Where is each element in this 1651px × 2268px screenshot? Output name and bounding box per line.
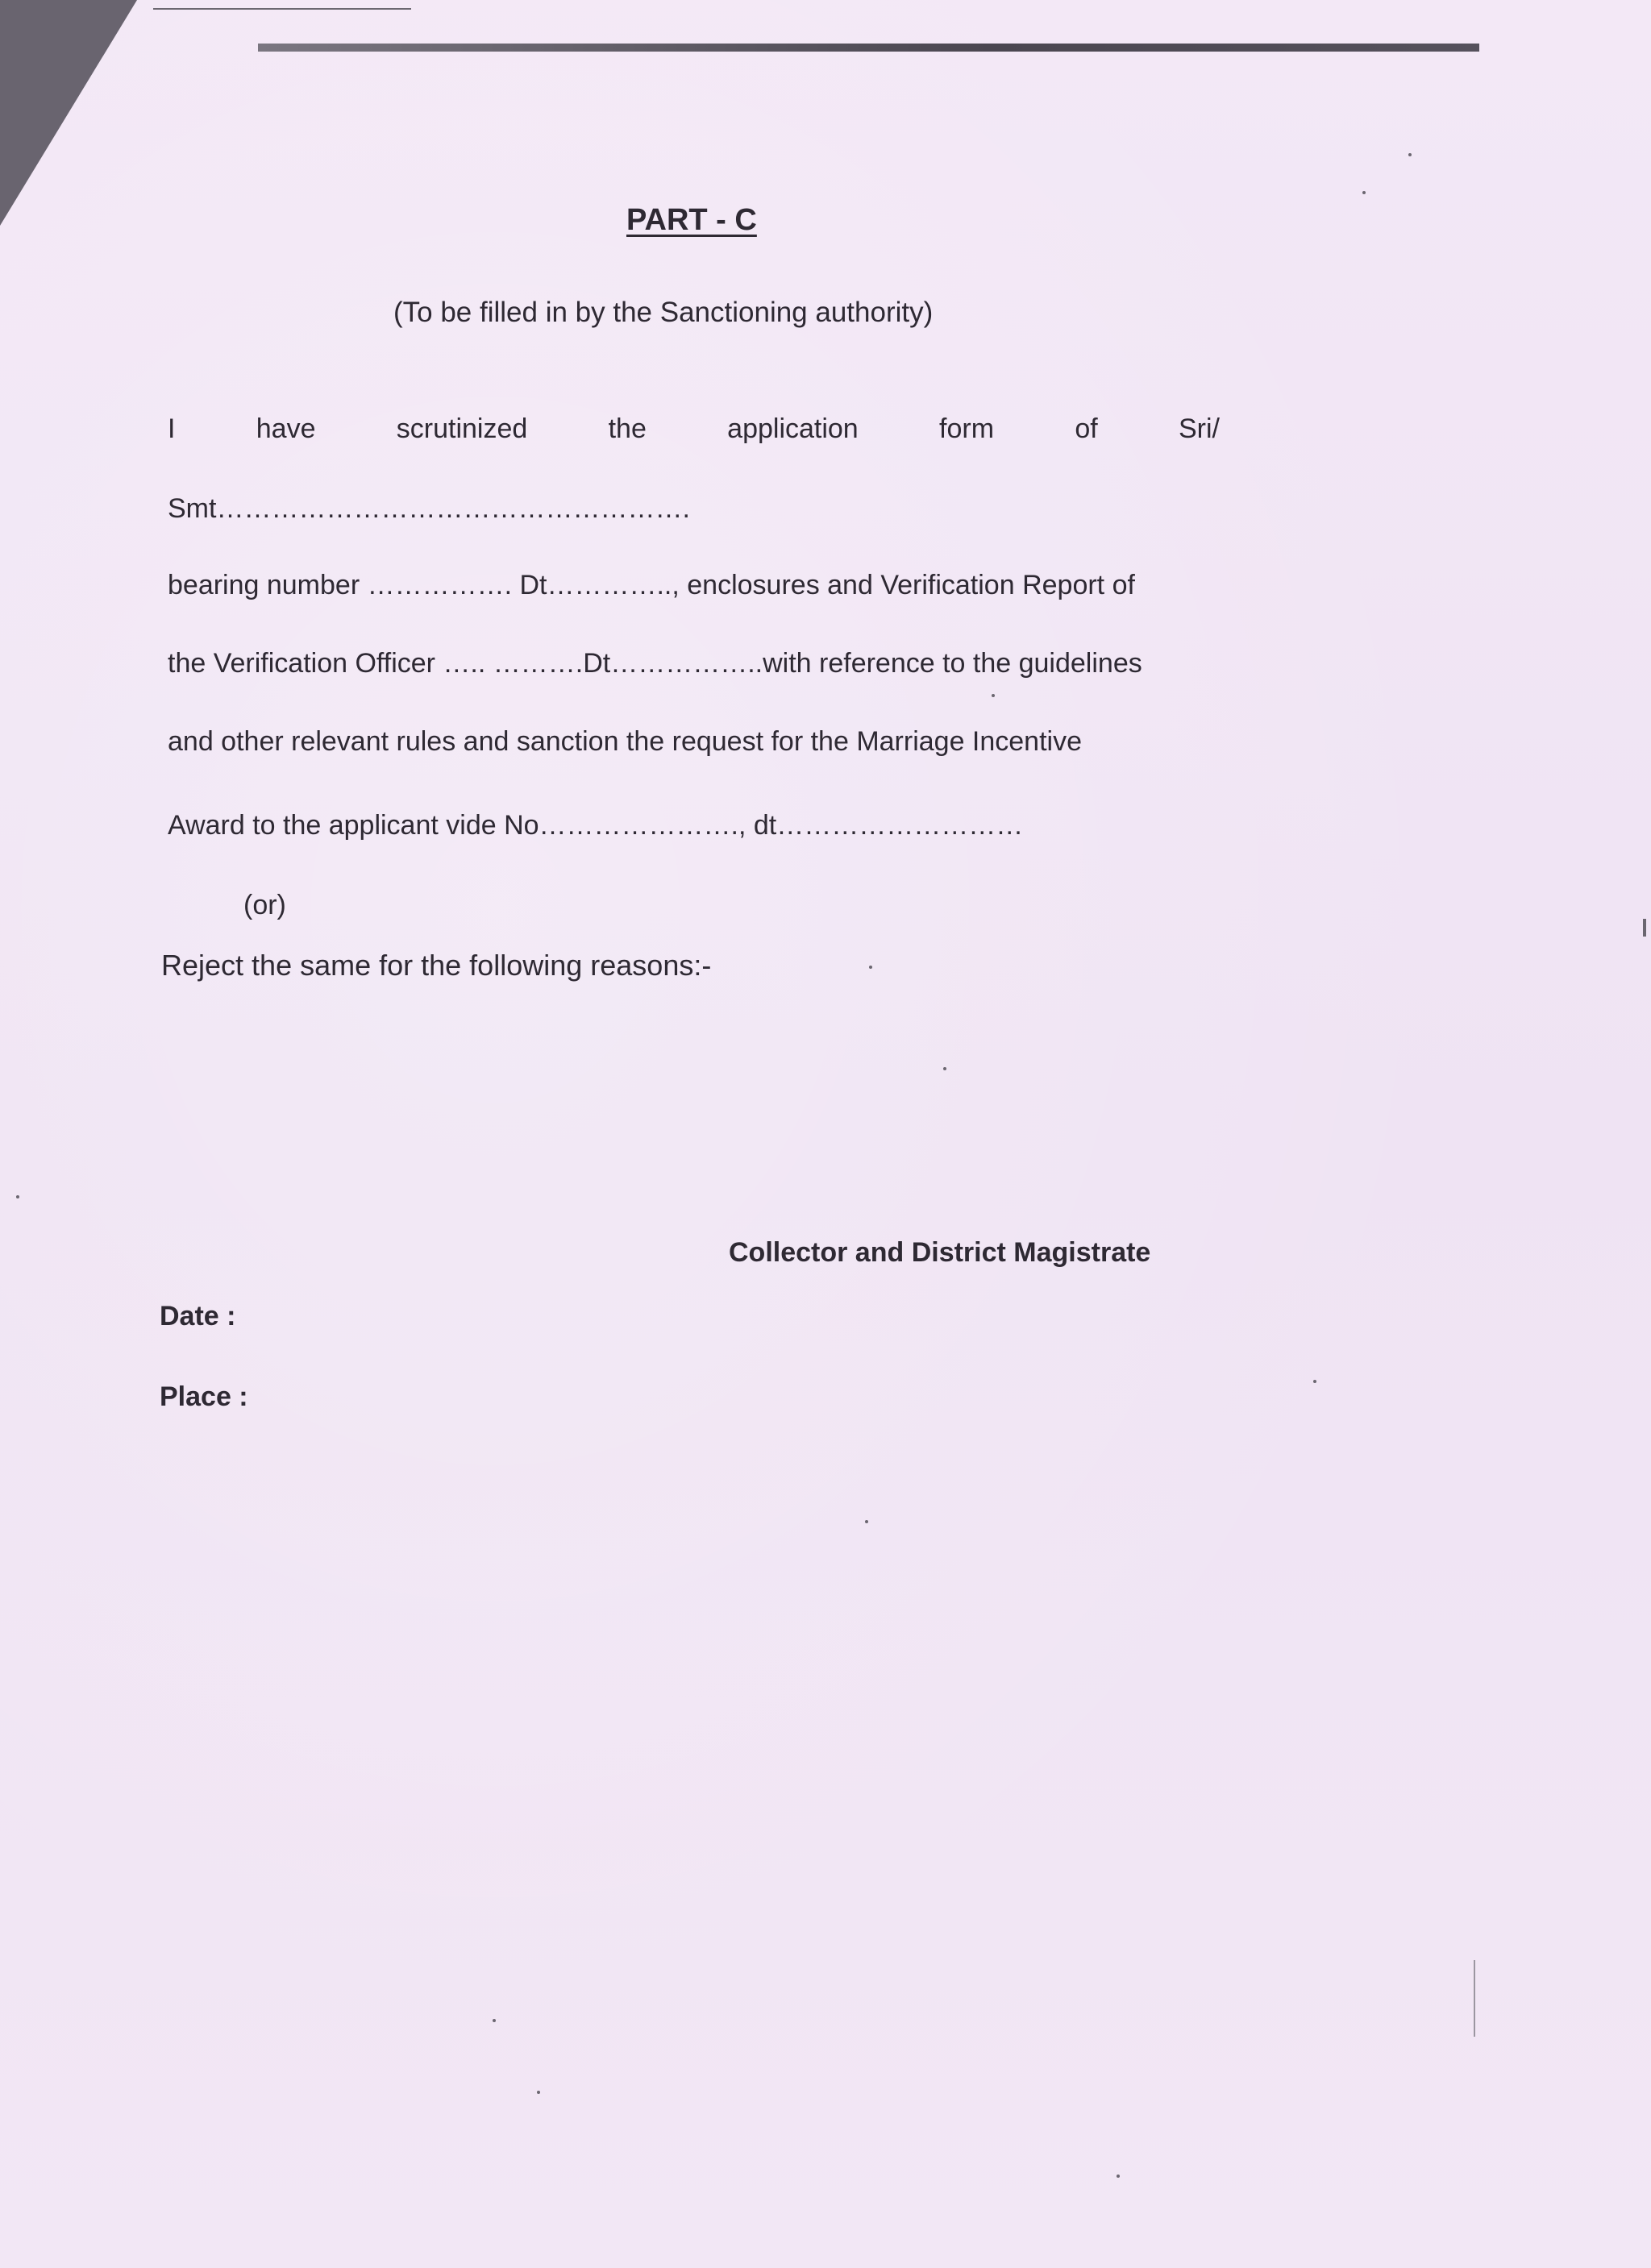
top-rule bbox=[258, 44, 1479, 52]
word: scrutinized bbox=[396, 413, 528, 444]
scan-speck bbox=[1313, 1380, 1316, 1383]
word: application bbox=[727, 413, 859, 444]
folded-corner bbox=[0, 0, 137, 226]
reject-text: Reject the same for the following reasons:- bbox=[161, 949, 712, 982]
word: have bbox=[256, 413, 316, 444]
scan-speck bbox=[869, 966, 872, 969]
scan-speck bbox=[992, 694, 995, 697]
scan-speck bbox=[537, 2091, 540, 2094]
paragraph-line-5: and other relevant rules and sanction the request for the Marriage Incentive bbox=[168, 726, 1083, 757]
scan-mark bbox=[1474, 1960, 1475, 2037]
scan-speck bbox=[1117, 2175, 1120, 2178]
place-label: Place : bbox=[160, 1381, 248, 1412]
word: Sri/ bbox=[1178, 413, 1220, 444]
page-title: PART - C bbox=[626, 203, 757, 237]
paragraph-line-4: the Verification Officer ….. ……….Dt……………..with reference to the guidelines bbox=[168, 648, 1142, 679]
scan-speck bbox=[16, 1195, 19, 1198]
paragraph-line-2: Smt……………………………………………. bbox=[168, 493, 690, 524]
paragraph-line-6: Award to the applicant vide No…………………., dt……………………… bbox=[168, 810, 1024, 841]
top-thin-rule bbox=[153, 8, 411, 10]
paragraph-line-3: bearing number ……………. Dt………….., enclosures and Verification Report of bbox=[168, 570, 1135, 600]
signatory-title: Collector and District Magistrate bbox=[729, 1237, 1151, 1268]
word: I bbox=[168, 413, 176, 444]
date-label: Date : bbox=[160, 1301, 236, 1331]
scan-mark bbox=[1643, 919, 1646, 937]
scan-speck bbox=[1408, 153, 1412, 156]
word: of bbox=[1075, 413, 1098, 444]
scan-speck bbox=[493, 2019, 496, 2022]
word: the bbox=[608, 413, 647, 444]
scan-speck bbox=[1362, 191, 1366, 194]
scan-speck bbox=[865, 1520, 868, 1523]
word: form bbox=[939, 413, 995, 444]
page-subtitle: (To be filled in by the Sanctioning authority) bbox=[393, 297, 934, 328]
paragraph-line-1 bbox=[168, 415, 1220, 442]
scan-speck bbox=[943, 1067, 946, 1070]
or-text: (or) bbox=[243, 890, 286, 920]
